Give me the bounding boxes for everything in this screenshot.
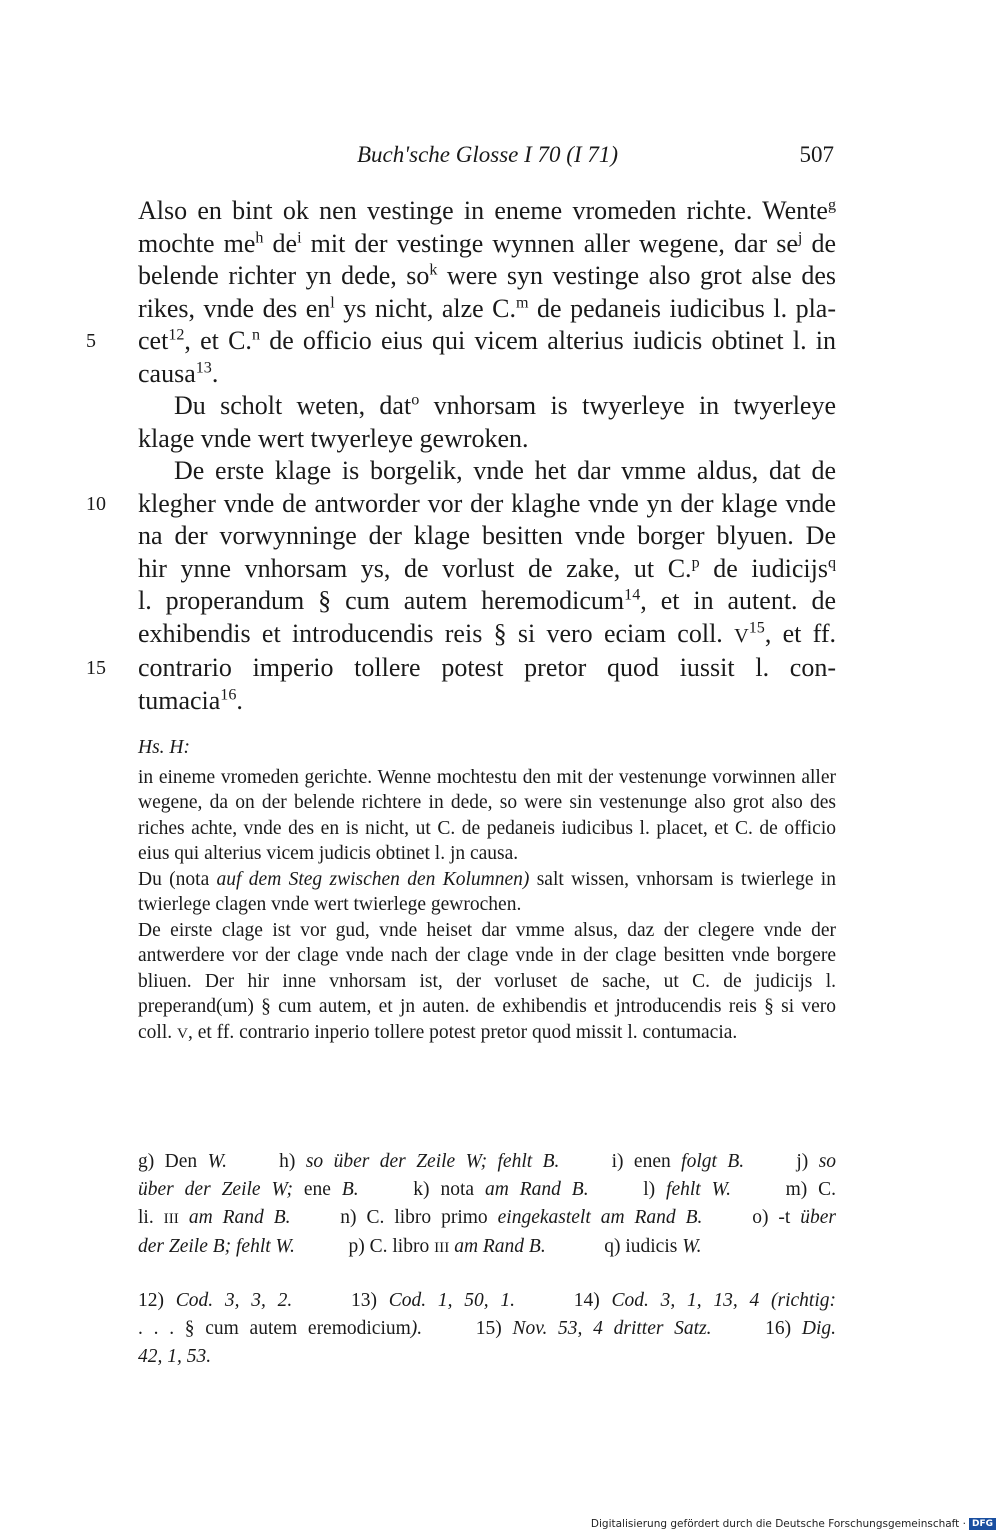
variant-paragraph-2: Du (nota auf dem Steg zwischen den Kolumnen) salt wissen, vnhorsam is twierlege in twierlege clagen vnde wert twierlege gewrochen. — [138, 868, 836, 915]
variant-heading: Hs. H: — [138, 737, 190, 758]
funding-footer — [591, 1518, 996, 1530]
paragraph-2: Du scholt weten, dat$^o$ vnhorsam is twyerleye in twyerleye klage vnde wert twyerleye gewroken. — [138, 391, 836, 453]
line-number-15: 15 — [86, 657, 106, 679]
running-title: Buch'sche Glosse I 70 (I 71) — [356, 142, 619, 167]
variant-paragraph-3: De eirste clage ist vor gud, vnde heiset dar vmme alsus, daz der clegere vnde der antwerdere vor der clage vnde nach der clage vnde in der clage besitten vnde borgere bliuen. Der hir inne vnhorsam ist, der vorluset de sache, ut C. de judicijs l. preperand(um) § cum autem, et jn auten. de exhibendis et jntroducendis reis § si vero coll. V, et ff. contrario inperio tollere potest pretor quod missit l. contumacia. — [138, 919, 836, 1043]
main-text — [86, 195, 837, 717]
line-number-5: 5 — [86, 330, 96, 352]
paragraph-3: De erste klage is borgelik, vnde het dar vmme aldus, dat de 10 klegher vnde de antworder vor der klaghe vnde yn der klage vnde na der vorwynninge der klage besitten vnde borger blyuen. De hir ynne vnhorsam ys, de vorlust de zake, ut C.$^p$ de iudicijs$^q$ l. properandum § cum autem heremodicum$^{14}$, et in autent. de exhibendis et introducendis reis § si vero eciam coll. $V^{15}$, et ff. 15 contrario imperio tollere potest pretor quod iussit l. con- tumacia$^{16}$. — [86, 456, 836, 715]
variant-paragraph-1: in eineme vromeden gerichte. Wenne mochtestu den mit der vestenunge vorwinnen aller wegene, da on der belende richtere in dede, so were sin vestenunge also grot also des riches achte, vnde des en is nicht, ut C. de pedaneis iudicibus l. placet, et C. de officio eius qui alterius vicem judicis obtinet l. jn causa. — [138, 766, 836, 864]
paragraph-1: Also en bint ok nen vestinge in eneme vromeden richte. Wente$^g$ mochte $me^h$ $de^i$ mit der vestinge wynnen aller wegene, dar $se^j$ de belende richter yn dede, $so^k$ were syn vestinge also grot alse des rikes, vnde des $en^l$ ys nicht, alze C.$^m$ de pedaneis iudicibus l. pla- 5 cet$^{12}$, et C.$^n$ de officio eius qui vicem alterius iudicis obtinet l. in causa$^{13}$. — [86, 196, 837, 388]
page-number: 507 — [799, 142, 834, 167]
source-footnotes: 12) Cod. 3, 3, 2. 13) Cod. 1, 50, 1. 14) Cod. 3, 1, 13, 4 (richtig: . . . § cum autem eremodicium). 15) Nov. 53, 4 dritter Satz. 16) Dig. 42, 1, 53. — [138, 1290, 837, 1367]
critical-apparatus: g) Den W. h) so über der Zeile W; fehlt B. i) enen folgt B. j) so über der Zeile W; ene B. k) nota am Rand B. l) fehlt W. m) C. li. III am Rand B. n) C. libro primo eingekastelt am Rand B. o) -t über der Zeile B; fehlt W. p) C. libro III am Rand B. q) iudicis W. — [138, 1151, 837, 1257]
running-header — [0, 142, 1000, 176]
line-number-10: 10 — [86, 492, 106, 515]
manuscript-variant — [138, 735, 836, 1046]
funding-text: Digitalisierung gefördert durch die Deutsche Forschungsgemeinschaft · — [590, 1518, 966, 1530]
dfg-logo: DFG — [969, 1518, 996, 1530]
